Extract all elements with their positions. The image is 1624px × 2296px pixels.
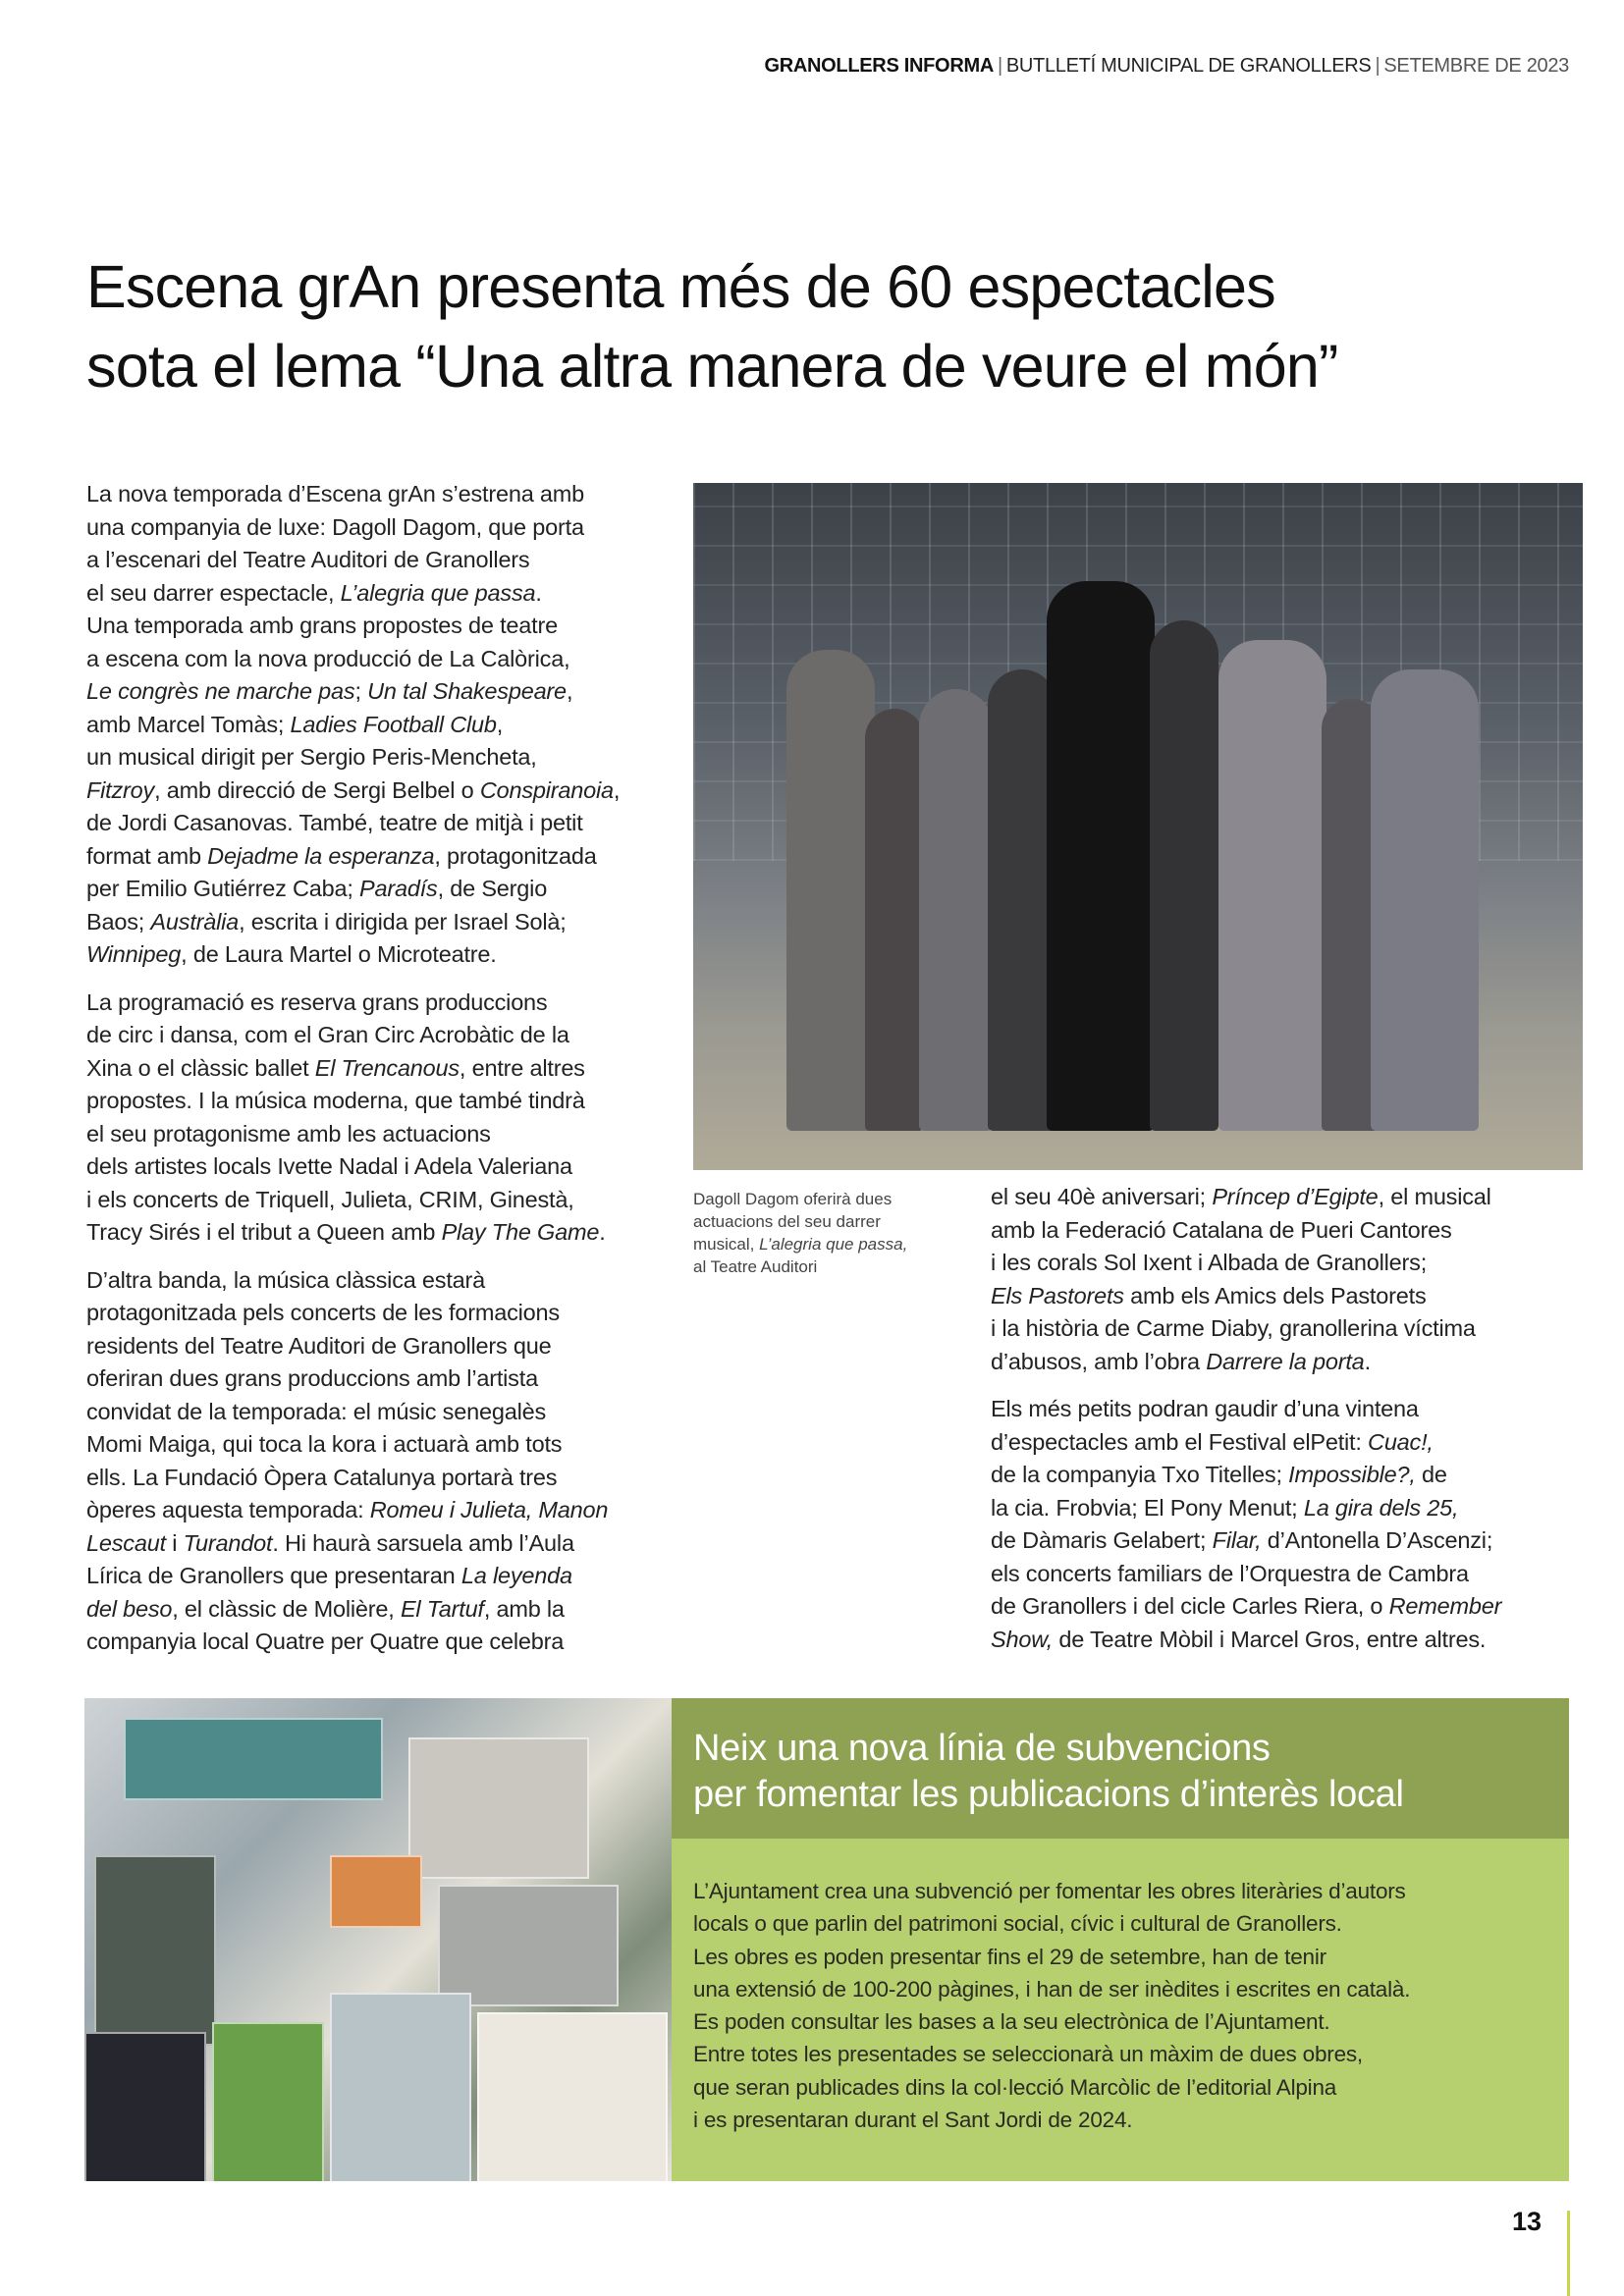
- text-run: amb els Amics dels Pastorets i la història de Carme Diaby, granollerina víctima d’abusos, amb l’obra: [991, 1282, 1476, 1374]
- italic-title: Els Pastorets: [991, 1282, 1124, 1308]
- italic-title: Ladies Football Club: [290, 711, 497, 737]
- italic-title: Impossible?,: [1288, 1462, 1416, 1487]
- text-run: d’Antonella D’Ascenzi; els concerts familiars de l’Orquestra de Cambra de Granollers i del cicle Carles Riera, o: [991, 1527, 1493, 1619]
- text-run: , de Sergio Baos;: [86, 876, 548, 934]
- italic-title: L’alegria que passa: [340, 579, 536, 606]
- italic-title: Darrere la porta: [1206, 1348, 1365, 1374]
- text-run: . Hi haurà sarsuela amb l’Aula Lírica de Granollers que presentaran: [86, 1529, 574, 1588]
- text-run: al Teatre Auditori: [693, 1257, 818, 1276]
- photo-caption: [693, 1188, 907, 1278]
- text-run: , de Laura Martel o Microteatre.: [181, 941, 497, 967]
- italic-title: Dejadme la esperanza: [207, 842, 435, 869]
- article-title: Escena grAn presenta més de 60 espectacles sota el lema “Una altra manera de veure el món”: [86, 253, 1338, 400]
- italic-title: L’alegria que passa,: [759, 1235, 908, 1254]
- italic-title: Remember Show,: [991, 1593, 1502, 1652]
- italic-title: Paradís: [359, 876, 438, 901]
- issue-date: SETEMBRE DE 2023: [1383, 55, 1569, 77]
- text-run: .: [1364, 1348, 1371, 1374]
- publication-subtitle: BUTLLETÍ MUNICIPAL DE GRANOLLERS: [1005, 55, 1372, 77]
- italic-title: Le congrès ne marche pas: [86, 678, 355, 704]
- text-run: La programació es reserva grans produccions de circ i dansa, com el Gran Circ Acrobàtic de la Xina o el clàssic ballet: [86, 988, 569, 1081]
- text-run: de Teatre Mòbil i Marcel Gros, entre altres.: [1053, 1626, 1487, 1652]
- text-run: D’altra banda, la música clàssica estarà protagonitzada pels concerts de les formacions residents del Teatre Auditori de Granollers que oferiran dues grans produccions amb l’artista convidat de la temporada: el músic senegalès Momi Maiga, qui toca la kora i actuarà amb tots ells. La Fundació Òpera Catalunya portarà tres òperes aquesta temporada:: [86, 1266, 563, 1522]
- text-run: La nova temporada d’Escena grAn s’estrena amb una companyia de luxe: Dagoll Dagom, que porta a l’escenari del Teatre Auditori de Granollers el seu darrer espectacle,: [86, 481, 585, 606]
- sidebar-box-header: [672, 1698, 1569, 1839]
- text-run: .: [599, 1219, 606, 1245]
- text-run: , amb la companyia local Quatre per Quatre que celebra: [86, 1595, 565, 1654]
- text-run: de la companyia Txo Titelles;: [991, 1462, 1282, 1487]
- text-run: , amb Marcel Tomàs;: [86, 678, 573, 737]
- italic-title: Cuac!,: [1368, 1428, 1434, 1455]
- sidebar-box-title: Neix una nova línia de subvencions per fomentar les publicacions d’interès local: [693, 1728, 1404, 1815]
- italic-title: El Tartuf: [400, 1595, 484, 1622]
- text-run: , escrita i dirigida per Israel Solà;: [239, 908, 567, 934]
- text-run: de la cia. Frobvia; El Pony Menut;: [991, 1462, 1447, 1521]
- italic-title: Turandot: [183, 1529, 273, 1556]
- sidebar-box-body: L’Ajuntament crea una subvenció per fomentar les obres literàries d’autors locals o que parlin del patrimoni social, cívic i cultural de Granollers. Les obres es poden presentar fins el 29 de setembre, han de tenir una extensió de 100-200 pàgines, i han de ser inèdites i escrites en català. Es poden consultar les bases a la seu electrònica de l’Ajuntament. Entre totes les presentades se seleccionarà un màxim de dues obres, que seran publicades dins la col·lecció Marcòlic de l’editorial Alpina i es presentaran durant el Sant Jordi de 2024.: [693, 1879, 1411, 2133]
- italic-title: Winnipeg: [86, 941, 182, 967]
- paragraph: [86, 1264, 620, 1659]
- paragraph: [991, 1393, 1501, 1656]
- italic-title: La gira dels 25,: [1303, 1494, 1459, 1521]
- text-run: , el clàssic de Molière,: [172, 1595, 401, 1622]
- text-run: de Dàmaris Gelabert;: [991, 1527, 1207, 1553]
- article-left-column: [86, 478, 620, 1674]
- dagoll-dagom-cast-photo: [693, 483, 1583, 1170]
- italic-title: Romeu i Julieta, Manon Lescaut: [86, 1497, 609, 1556]
- paragraph: [991, 1181, 1501, 1378]
- italic-title: Austràlia: [150, 908, 240, 934]
- text-run: Els més petits podran gaudir d’una vintena d’espectacles amb el Festival elPetit:: [991, 1396, 1419, 1455]
- text-run: ;: [354, 678, 368, 704]
- italic-title: Conspiranoia: [479, 776, 614, 803]
- subsidy-sidebar-box: [672, 1698, 1569, 2181]
- italic-title: La leyenda del beso: [86, 1563, 572, 1622]
- italic-title: Príncep d’Egipte: [1212, 1184, 1379, 1209]
- italic-title: Filar,: [1212, 1527, 1262, 1553]
- text-run: , el musical amb la Federació Catalana de Pueri Cantores i les corals Sol Ixent i Albada de Granollers;: [991, 1184, 1491, 1275]
- italic-title: El Trencanous: [314, 1054, 460, 1081]
- books-table-photo: [84, 1698, 672, 2181]
- italic-title: Fitzroy: [86, 776, 155, 803]
- text-run: el seu 40è aniversari;: [991, 1184, 1213, 1209]
- text-run: , de Jordi Casanovas. També, teatre de mitjà i petit format amb: [86, 776, 621, 869]
- text-run: , un musical dirigit per Sergio Peris-Mencheta,: [86, 711, 537, 770]
- paragraph: [86, 478, 620, 972]
- header-separator: |: [997, 55, 1002, 77]
- running-header: [764, 55, 1569, 78]
- text-run: , entre altres propostes. I la música moderna, que també tindrà el seu protagonisme amb les actuacions dels artistes locals Ivette Nadal i Adela Valeriana i els concerts de Triquell, Julieta, CRIM, Ginestà, Tracy Sirés i el tribut a Queen amb: [86, 1054, 585, 1245]
- header-separator: |: [1375, 55, 1380, 77]
- text-run: i: [165, 1529, 184, 1556]
- text-run: Dagoll Dagom oferirà dues actuacions del seu darrer musical,: [693, 1190, 893, 1254]
- publication-name: GRANOLLERS INFORMA: [764, 55, 994, 77]
- article-right-column: [991, 1181, 1501, 1671]
- text-run: . Una temporada amb grans propostes de teatre a escena com la nova producció de La Calòrica,: [86, 579, 570, 671]
- page-number-rule: [1567, 2211, 1570, 2296]
- page-number: 13: [1512, 2207, 1543, 2236]
- paragraph: [86, 987, 620, 1250]
- text-run: , amb direcció de Sergi Belbel o: [154, 776, 480, 803]
- italic-title: Un tal Shakespeare: [367, 678, 567, 704]
- italic-title: Play The Game: [441, 1219, 600, 1245]
- text-run: , protagonitzada per Emilio Gutiérrez Caba;: [86, 842, 597, 901]
